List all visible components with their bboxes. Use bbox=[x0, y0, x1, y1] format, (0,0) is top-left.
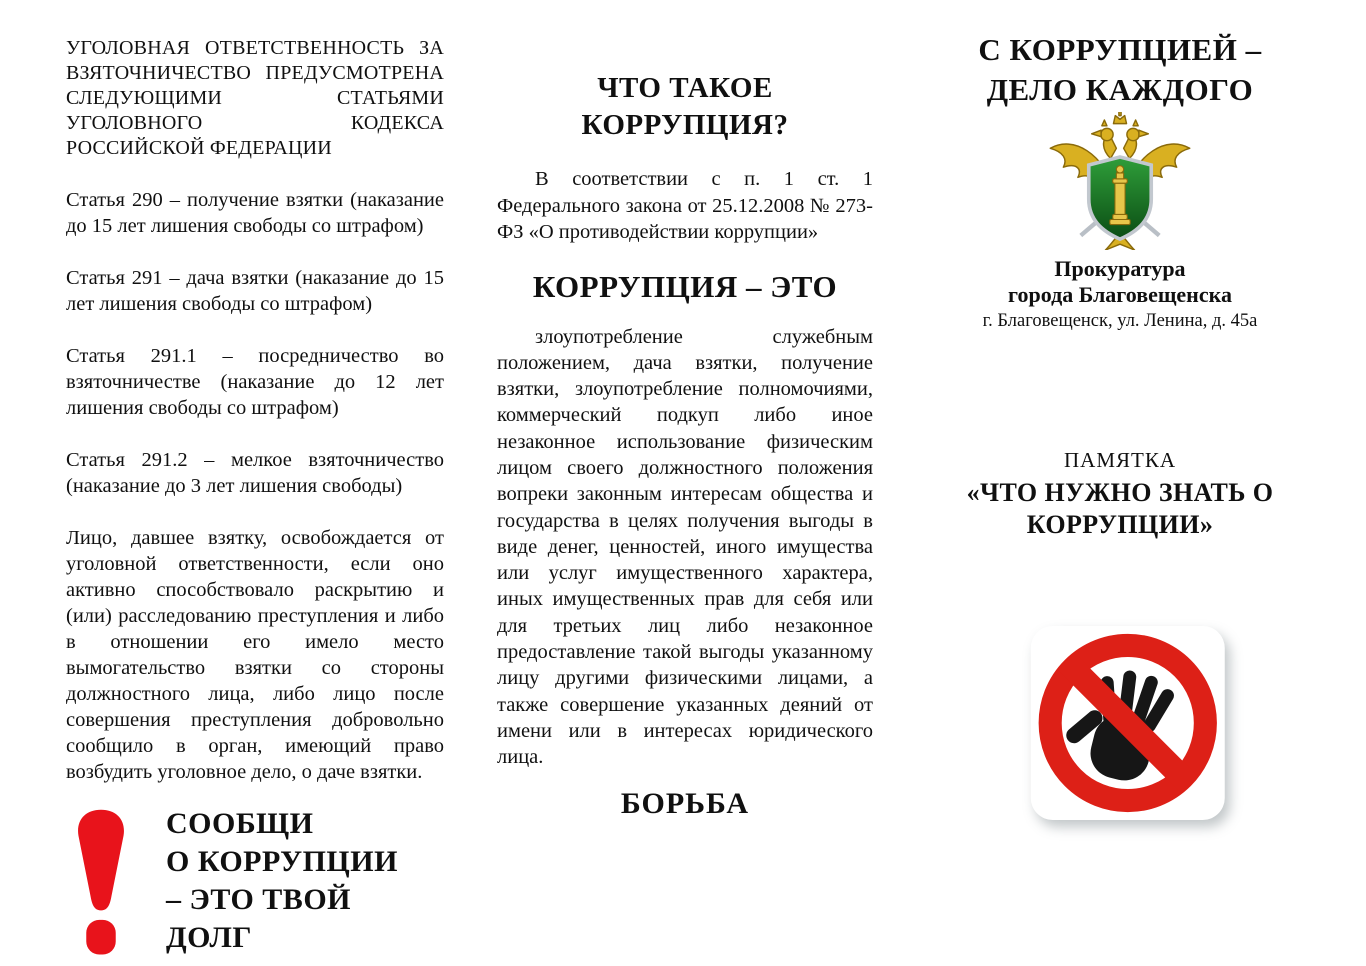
heading-line: ЧТО ТАКОЕ bbox=[597, 72, 773, 104]
report-slogan bbox=[166, 801, 398, 957]
org-name bbox=[930, 256, 1310, 333]
slogan-line: ДОЛГ bbox=[166, 921, 252, 954]
heading-line: С КОРРУПЦИЕЙ – bbox=[978, 32, 1262, 67]
memo-block bbox=[930, 448, 1310, 541]
article-291-2: Статья 291.2 – мелкое взяточничество (наказание до 3 лет лишения свободы) bbox=[66, 449, 444, 497]
no-bribes-sticker bbox=[1031, 626, 1225, 820]
memo-title-line: «ЧТО НУЖНО ЗНАТЬ О bbox=[966, 478, 1274, 507]
report-callout bbox=[66, 801, 444, 959]
law-reference: В соответствии с п. 1 ст. 1 Федерального закона от 25.12.2008 № 273-ФЗ «О противодействии коррупции» bbox=[497, 168, 873, 243]
middle-panel bbox=[497, 70, 873, 821]
article-291-1: Статья 291.1 – посредничество во взяточничестве (наказание до 12 лет лишения свободы со штрафом) bbox=[66, 345, 444, 419]
release-clause: Лицо, давшее взятку, освобождается от уголовной ответственности, если оно активно способствовало раскрытию и (или) расследованию преступления и либо в отношении его имело место вымогательство взятки со стороны должностного лица, либо лицо после совершения преступления добровольно сообщило в орган, имеющий право возбудить уголовное дело, о даче взятки. bbox=[66, 527, 444, 783]
exclamation-icon bbox=[62, 801, 140, 959]
corruption-definition: злоупотребление служебным положением, дача взятки, получение взятки, злоупотребление полномочиями, коммерческий подкуп либо иное незаконное использование физическим лицом своего должностного положения вопреки законным интересам общества и государства в целях получения выгоды в виде денег, ценностей, иного имущества или услуг имущественного характера, иных имущественных прав для себя или для третьих лиц либо незаконное предоставление такой выгоды указанному лицу другими физическими лицами, а также совершение указанных деяний от имени или в интересах юридического лица. bbox=[497, 325, 873, 769]
org-address: г. Благовещенск, ул. Ленина, д. 45а bbox=[982, 311, 1258, 331]
slogan-line: – ЭТО ТВОЙ bbox=[166, 883, 351, 916]
corruption-is-heading: КОРРУПЦИЯ – ЭТО bbox=[532, 268, 838, 304]
left-panel bbox=[66, 36, 444, 959]
criminal-liability-heading: УГОЛОВНАЯ ОТВЕТСТВЕННОСТЬ ЗА ВЗЯТОЧНИЧЕСТВО ПРЕДУСМОТРЕНА СЛЕДУЮЩИМИ СТАТЬЯМИ УГОЛОВНОГО КОДЕКСА РОССИЙСКОЙ ФЕДЕРАЦИИ bbox=[66, 37, 444, 159]
slogan-line: СООБЩИ bbox=[166, 807, 314, 840]
slogan-line: О КОРРУПЦИИ bbox=[166, 845, 398, 878]
exclamation-bar bbox=[78, 810, 124, 911]
memo-title bbox=[930, 477, 1310, 541]
article-291: Статья 291 – дача взятки (наказание до 15 лет лишения свободы со штрафом) bbox=[66, 267, 444, 315]
exclamation-dot bbox=[86, 920, 115, 955]
prosecutor-emblem-icon bbox=[1036, 112, 1204, 250]
fight-heading: БОРЬБА bbox=[620, 786, 750, 820]
org-name-line: Прокуратура bbox=[1054, 256, 1186, 281]
memo-title-line: КОРРУПЦИИ» bbox=[1026, 510, 1214, 539]
right-panel bbox=[930, 0, 1310, 966]
what-is-corruption-heading bbox=[497, 70, 873, 144]
org-name-line: города Благовещенска bbox=[1008, 282, 1232, 307]
article-290: Статья 290 – получение взятки (наказание до 15 лет лишения свободы со штрафом) bbox=[66, 189, 444, 237]
heading-line: КОРРУПЦИЯ? bbox=[581, 109, 789, 141]
heading-line: ДЕЛО КАЖДОГО bbox=[986, 72, 1254, 107]
no-hand-icon bbox=[1031, 626, 1225, 820]
cover-heading bbox=[930, 30, 1310, 110]
memo-label: ПАМЯТКА bbox=[1063, 448, 1176, 472]
